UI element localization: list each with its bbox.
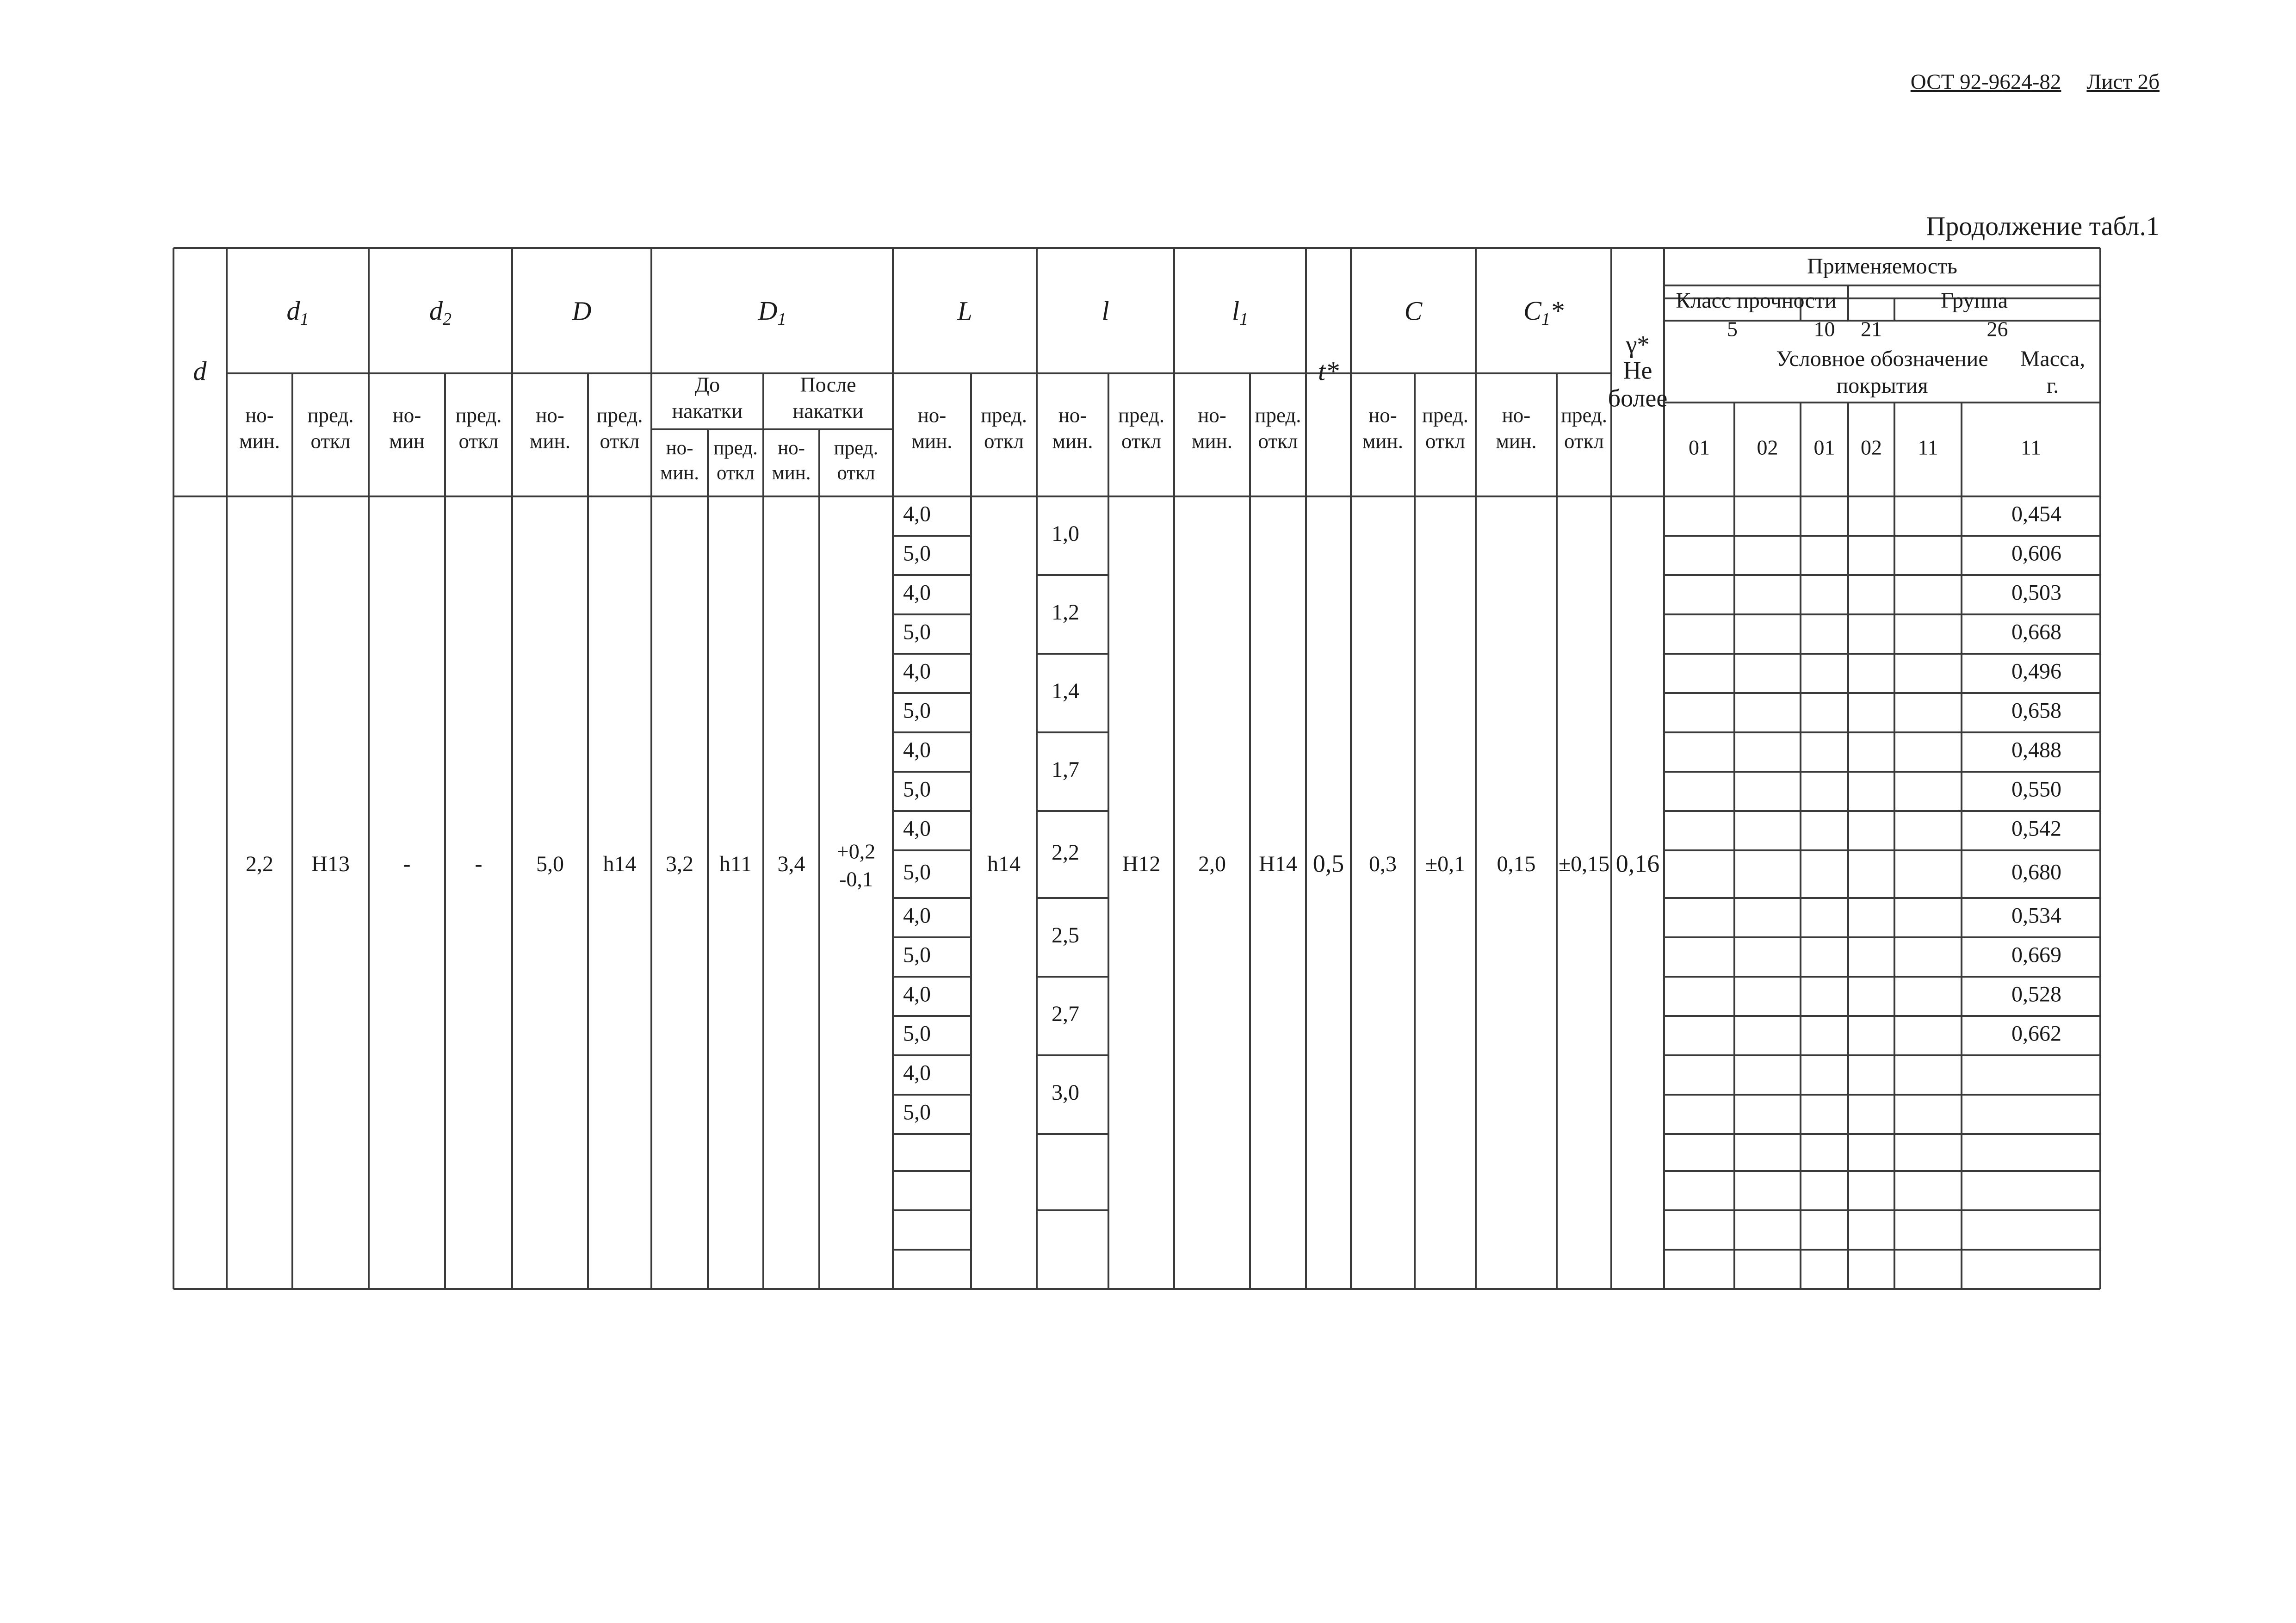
header-nominal-line2: мин. <box>660 462 699 484</box>
header-nominal-line2: мин. <box>239 429 280 453</box>
L-value: 5,0 <box>903 860 931 885</box>
value-D-tolerance: h14 <box>603 852 637 877</box>
L-value: 4,0 <box>903 903 931 928</box>
value-D1-after-tolerance-lower: -0,1 <box>839 867 873 891</box>
header-group: Группа <box>1941 288 2008 313</box>
standard-code: ОСТ 92-9624-82 <box>1910 70 2061 94</box>
header-tolerance: пред. <box>1422 403 1469 427</box>
header-nominal-line2: мин. <box>530 429 570 453</box>
L-value: 4,0 <box>903 1060 931 1085</box>
value-d2-nominal: - <box>403 852 411 877</box>
header-applicability: Применяемость <box>1807 254 1957 279</box>
header-tolerance: пред. <box>307 403 354 427</box>
l-value: 1,0 <box>1052 521 1079 546</box>
header-after-knurling-line2: накатки <box>792 399 864 423</box>
header-tolerance-line2: откл <box>458 429 499 453</box>
l-value: 3,0 <box>1052 1080 1079 1105</box>
header-tolerance-line2: откл <box>837 462 875 484</box>
L-value: 4,0 <box>903 737 931 762</box>
header-tolerance-line2: откл <box>1121 429 1161 453</box>
mass-value: 0,662 <box>2011 1021 2061 1046</box>
L-value: 4,0 <box>903 816 931 841</box>
value-D-nominal: 5,0 <box>536 852 564 877</box>
header-tolerance: пред. <box>1118 403 1165 427</box>
header-C: C <box>1404 296 1423 326</box>
header-nominal: но- <box>666 437 693 459</box>
header-l: l <box>1102 296 1109 326</box>
header-nominal-line2: мин. <box>1192 429 1232 453</box>
header-tolerance: пред. <box>455 403 502 427</box>
mass-value: 0,606 <box>2011 541 2061 566</box>
value-L-tolerance: h14 <box>987 852 1021 877</box>
header-group-26: 26 <box>1987 317 2008 341</box>
header-before-knurling: До <box>694 372 720 396</box>
header-tolerance-line2: откл <box>310 429 351 453</box>
L-value: 5,0 <box>903 1100 931 1125</box>
header-d2: $d_2$ <box>429 296 452 329</box>
header-tolerance: пред. <box>1560 403 1608 427</box>
header-tolerance-line2: откл <box>600 429 640 453</box>
header-coat-code: 11 <box>2020 435 2042 459</box>
L-value: 5,0 <box>903 698 931 723</box>
mass-value: 0,550 <box>2011 777 2061 802</box>
mass-value: 0,534 <box>2011 903 2061 928</box>
header-l1: $l_1$ <box>1232 296 1249 329</box>
L-value: 5,0 <box>903 942 931 967</box>
mass-value: 0,542 <box>2011 816 2061 841</box>
header-coat-code: 01 <box>1813 435 1835 459</box>
header-class-10: 10 <box>1813 317 1835 341</box>
header-gamma-line2: Не <box>1623 356 1652 384</box>
header-coat-code: 02 <box>1861 435 1882 459</box>
mass-value: 0,503 <box>2011 580 2061 605</box>
L-value: 5,0 <box>903 1021 931 1046</box>
header-D1: $D_1$ <box>758 296 786 329</box>
header-nominal-line2: мин. <box>1052 429 1093 453</box>
value-l-tolerance: H12 <box>1122 852 1161 877</box>
header-coat-code: 02 <box>1757 435 1778 459</box>
header-nominal: но- <box>917 403 947 427</box>
header-nominal: но- <box>536 403 564 427</box>
header-gamma-line3: более <box>1608 384 1668 412</box>
header-nominal: но- <box>245 403 274 427</box>
header-nominal: но- <box>778 437 805 459</box>
header-nominal: но- <box>1368 403 1397 427</box>
mass-value: 0,496 <box>2011 659 2061 684</box>
header-nominal: но- <box>1058 403 1087 427</box>
header-strength-class: Класс прочности <box>1676 288 1837 313</box>
header-nominal-line2: мин. <box>1496 429 1537 453</box>
header-tolerance-line2: откл <box>1258 429 1298 453</box>
mass-value: 0,669 <box>2011 942 2061 967</box>
header-coating-designation-line2: покрытия <box>1836 373 1928 398</box>
header-nominal: но- <box>1502 403 1531 427</box>
value-C-nominal: 0,3 <box>1369 852 1397 877</box>
header-before-knurling-line2: накатки <box>672 399 743 423</box>
mass-value: 0,528 <box>2011 982 2061 1007</box>
value-t: 0,5 <box>1312 849 1344 878</box>
header-mass: Масса, <box>2020 347 2086 372</box>
header-mass-line2: г. <box>2046 373 2059 398</box>
l-value: 2,2 <box>1052 840 1079 865</box>
header-tolerance-line2: откл <box>1425 429 1465 453</box>
l-value: 1,4 <box>1052 679 1079 704</box>
header-d: d <box>193 356 207 386</box>
header-C1: $C_1*$ <box>1523 296 1564 329</box>
header-nominal-line2: мин. <box>1362 429 1403 453</box>
value-gamma: 0,16 <box>1615 849 1660 878</box>
header-t: t* <box>1318 356 1339 386</box>
header-d1: $d_1$ <box>286 296 309 329</box>
value-d2-tolerance: - <box>475 852 483 877</box>
value-D1-before-tolerance: h11 <box>719 852 752 877</box>
value-C-tolerance: ±0,1 <box>1425 852 1466 877</box>
value-C1-nominal: 0,15 <box>1497 852 1536 877</box>
header-L: L <box>957 296 972 326</box>
header-tolerance: пред. <box>834 437 879 459</box>
L-value: 4,0 <box>903 502 931 527</box>
l-value: 2,7 <box>1052 1002 1079 1027</box>
header-nominal-line2: мин <box>389 429 425 453</box>
value-C1-tolerance: ±0,15 <box>1558 852 1610 877</box>
header-coat-code: 11 <box>1918 435 1938 459</box>
value-d1-nominal: 2,2 <box>246 852 273 877</box>
value-d1-tolerance: H13 <box>311 852 350 877</box>
L-value: 4,0 <box>903 659 931 684</box>
L-value: 4,0 <box>903 580 931 605</box>
value-D1-before-nominal: 3,2 <box>666 852 693 877</box>
table-caption: Продолжение табл.1 <box>1926 211 2160 241</box>
header-nominal: но- <box>392 403 421 427</box>
mass-value: 0,454 <box>2011 502 2061 527</box>
header-class-5: 5 <box>1727 317 1738 341</box>
l-value: 2,5 <box>1052 923 1079 948</box>
value-l1-tolerance: H14 <box>1259 852 1297 877</box>
header-tolerance: пред. <box>980 403 1027 427</box>
value-D1-after-nominal: 3,4 <box>777 852 805 877</box>
header-nominal-line2: мин. <box>911 429 953 453</box>
l-value: 1,7 <box>1052 757 1079 782</box>
value-l1-nominal: 2,0 <box>1198 852 1226 877</box>
l-value: 1,2 <box>1052 600 1079 625</box>
value-D1-after-tolerance-upper: +0,2 <box>836 839 876 863</box>
header-gamma: γ* <box>1626 330 1650 359</box>
mass-value: 0,488 <box>2011 737 2061 762</box>
L-value: 5,0 <box>903 777 931 802</box>
header-D-outer: D <box>572 296 592 326</box>
L-value: 5,0 <box>903 541 931 566</box>
header-tolerance-line2: откл <box>1564 429 1604 453</box>
header-nominal: но- <box>1198 403 1226 427</box>
header-tolerance: пред. <box>713 437 758 459</box>
header-coat-code: 01 <box>1689 435 1710 459</box>
header-tolerance-line2: откл <box>984 429 1024 453</box>
L-value: 5,0 <box>903 619 931 644</box>
header-group-21: 21 <box>1861 317 1882 341</box>
header-nominal-line2: мин. <box>772 462 811 484</box>
header-tolerance: пред. <box>596 403 643 427</box>
sheet-number: Лист 2б <box>2086 70 2160 94</box>
L-value: 4,0 <box>903 982 931 1007</box>
header-tolerance: пред. <box>1255 403 1301 427</box>
mass-value: 0,658 <box>2011 698 2061 723</box>
header-coating-designation: Условное обозначение <box>1776 347 1988 372</box>
mass-value: 0,680 <box>2011 860 2061 885</box>
header-tolerance-line2: откл <box>716 462 755 484</box>
mass-value: 0,668 <box>2011 619 2061 644</box>
header-after-knurling: После <box>800 372 856 396</box>
